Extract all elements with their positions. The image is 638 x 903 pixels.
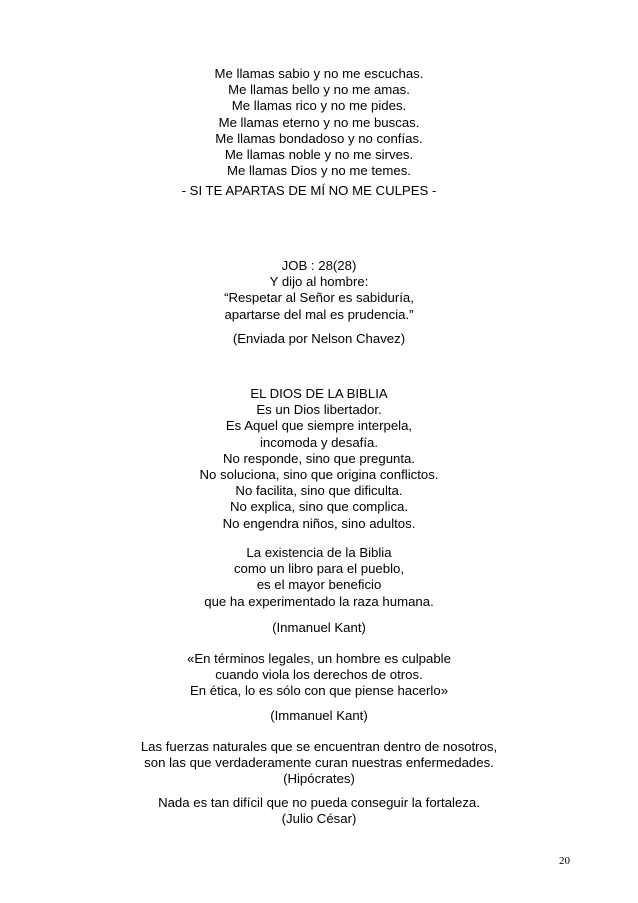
dios-biblia-line: No facilita, sino que dificulta.: [235, 483, 403, 499]
kant-quote-line: La existencia de la Biblia: [246, 545, 392, 560]
job-line: apartarse del mal es prudencia.”: [224, 306, 414, 322]
dios-biblia-line: No engendra niños, sino adultos.: [222, 515, 416, 531]
dios-biblia-line: incomoda y desafía.: [259, 434, 379, 450]
poem-line: Me llamas bello y no me amas.: [228, 82, 410, 98]
hipocrates-line: son las que verdaderamente curan nuestras enfermedades.: [144, 755, 494, 771]
kant-quote-line: cuando viola los derechos de otros.: [215, 667, 423, 683]
dios-biblia-line: No explica, sino que complica.: [229, 499, 409, 515]
poem-line: Me llamas eterno y no me buscas.: [218, 114, 420, 130]
dios-biblia-line: No soluciona, sino que origina conflictos.: [199, 467, 439, 483]
hipocrates-line: Las fuerzas naturales que se encuentran dentro de nosotros,: [140, 739, 498, 754]
poem-closing-line: - SI TE APARTAS DE MÍ NO ME CULPES -: [181, 183, 437, 198]
job-credit-line: (Enviada por Nelson Chavez): [232, 331, 406, 346]
kant-author-line: (Immanuel Kant): [270, 708, 368, 723]
cesar-quote: [0, 795, 638, 827]
job-reference: JOB : 28(28): [281, 258, 357, 273]
kant-quote-line: que ha experimentado la raza humana.: [204, 593, 434, 609]
page-number: 20: [559, 855, 570, 867]
kant-author-2: [0, 708, 638, 724]
kant-quote-1: [0, 545, 638, 610]
cesar-line: Nada es tan difícil que no pueda conseguir la fortaleza.: [158, 795, 480, 810]
kant-quote-line: es el mayor beneficio: [256, 577, 382, 593]
poem-line: Me llamas bondadoso y no confías.: [215, 130, 423, 146]
kant-quote-line: como un libro para el pueblo,: [233, 561, 405, 577]
poem-line: Me llamas rico y no me pides.: [231, 98, 407, 114]
dios-biblia-block: [0, 386, 638, 532]
kant-author-line: (Inmanuel Kant): [272, 620, 366, 635]
poem-line: Me llamas noble y no me sirves.: [224, 147, 414, 163]
poem-closing: [0, 183, 628, 199]
poem-line: Me llamas Dios y no me temes.: [227, 163, 411, 179]
kant-author-1: [0, 620, 638, 636]
job-line: “Respetar al Señor es sabiduría,: [224, 290, 414, 306]
job-line: Y dijo al hombre:: [269, 274, 369, 290]
hipocrates-author: (Hipócrates): [283, 771, 355, 787]
kant-quote-line: «En términos legales, un hombre es culpable: [187, 651, 451, 666]
poem-stanza: [0, 66, 638, 179]
hipocrates-quote: [0, 739, 638, 788]
dios-biblia-line: No responde, sino que pregunta.: [222, 450, 416, 466]
dios-biblia-title: EL DIOS DE LA BIBLIA: [250, 386, 388, 401]
kant-quote-2: [0, 651, 638, 700]
dios-biblia-line: Es un Dios libertador.: [256, 402, 382, 418]
dios-biblia-line: Es Aquel que siempre interpela,: [225, 418, 413, 434]
poem-line: Me llamas sabio y no me escuchas.: [214, 66, 424, 81]
job-quote: [0, 258, 638, 323]
cesar-author: (Julio César): [281, 811, 357, 827]
kant-quote-line: En ética, lo es sólo con que piense hacerlo»: [189, 683, 449, 699]
job-credit: [0, 331, 638, 347]
